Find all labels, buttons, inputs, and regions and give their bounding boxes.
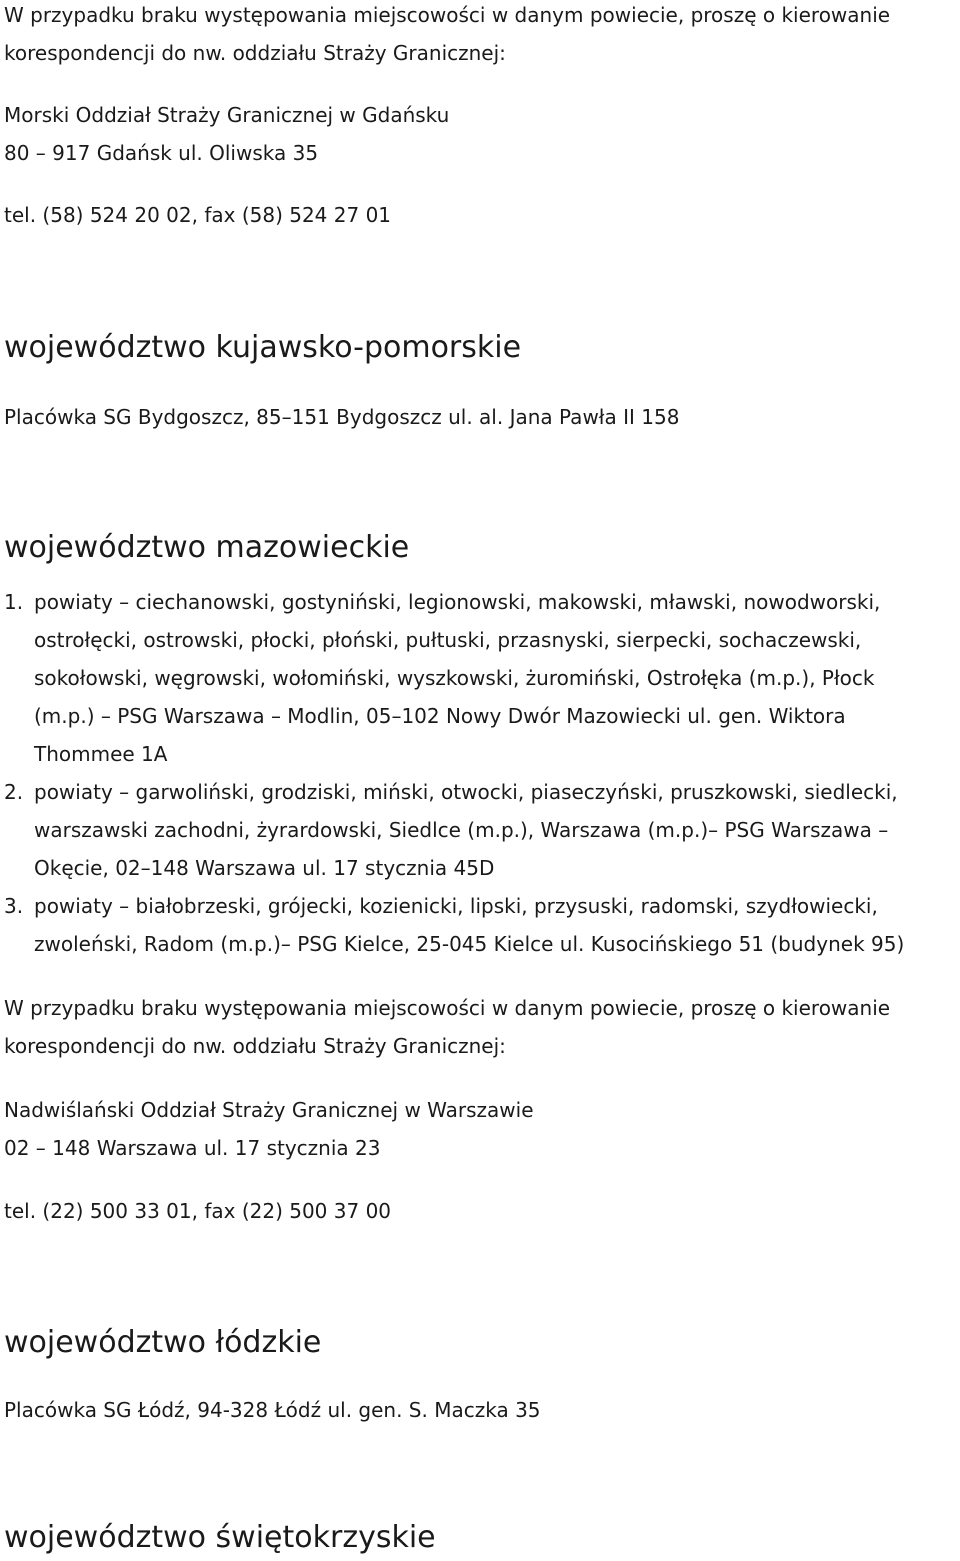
mazowieckie-note-line-1: W przypadku braku występowania miejscowości w danym powiecie, proszę o kierowanie (4, 996, 891, 1020)
pomorskie-office-address: 80 – 917 Gdańsk ul. Oliwska 35 (4, 141, 319, 165)
heading-lodzkie: województwo łódzkie (4, 1325, 322, 1360)
item-number: 2. (4, 780, 24, 804)
item-number: 3. (4, 894, 24, 918)
mazowieckie-office-address: 02 – 148 Warszawa ul. 17 stycznia 23 (4, 1136, 381, 1160)
item-line: powiaty – ciechanowski, gostyniński, legionowski, makowski, mławski, nowodworski, (34, 590, 881, 614)
kujawsko-pomorskie-post: Placówka SG Bydgoszcz, 85–151 Bydgoszcz ul. al. Jana Pawła II 158 (4, 405, 680, 429)
mazowieckie-note-line-2: korespondencji do nw. oddziału Straży Granicznej: (4, 1034, 506, 1058)
heading-mazowieckie: województwo mazowieckie (4, 530, 410, 565)
item-line: sokołowski, węgrowski, wołomiński, wyszkowski, żuromiński, Ostrołęka (m.p.), Płock (34, 666, 875, 690)
item-line: warszawski zachodni, żyrardowski, Siedlce (m.p.), Warszawa (m.p.)– PSG Warszawa – (34, 818, 889, 842)
item-line: Thommee 1A (34, 742, 168, 766)
pomorskie-note-line-2: korespondencji do nw. oddziału Straży Granicznej: (4, 41, 506, 65)
item-line: zwoleński, Radom (m.p.)– PSG Kielce, 25-045 Kielce ul. Kusocińskiego 51 (budynek 95) (34, 932, 905, 956)
pomorskie-office-name: Morski Oddział Straży Granicznej w Gdańsku (4, 103, 450, 127)
item-line: (m.p.) – PSG Warszawa – Modlin, 05–102 Nowy Dwór Mazowiecki ul. gen. Wiktora (34, 704, 846, 728)
heading-kujawsko-pomorskie: województwo kujawsko-pomorskie (4, 330, 522, 365)
item-line: Okęcie, 02–148 Warszawa ul. 17 stycznia 45D (34, 856, 495, 880)
mazowieckie-office-phone: tel. (22) 500 33 01, fax (22) 500 37 00 (4, 1199, 392, 1223)
item-line: powiaty – białobrzeski, grójecki, kozienicki, lipski, przysuski, radomski, szydłowiecki, (34, 894, 878, 918)
item-line: powiaty – garwoliński, grodziski, miński, otwocki, piaseczyński, pruszkowski, siedlecki, (34, 780, 898, 804)
heading-swietokrzyskie: województwo świętokrzyskie (4, 1520, 436, 1555)
mazowieckie-office-name: Nadwiślański Oddział Straży Granicznej w Warszawie (4, 1098, 534, 1122)
lodzkie-post: Placówka SG Łódź, 94-328 Łódź ul. gen. S. Maczka 35 (4, 1398, 541, 1422)
pomorskie-office-phone: tel. (58) 524 20 02, fax (58) 524 27 01 (4, 203, 392, 227)
pomorskie-note-line-1: W przypadku braku występowania miejscowości w danym powiecie, proszę o kierowanie (4, 3, 891, 27)
item-line: ostrołęcki, ostrowski, płocki, płoński, pułtuski, przasnyski, sierpecki, sochaczewski, (34, 628, 862, 652)
item-number: 1. (4, 590, 24, 614)
